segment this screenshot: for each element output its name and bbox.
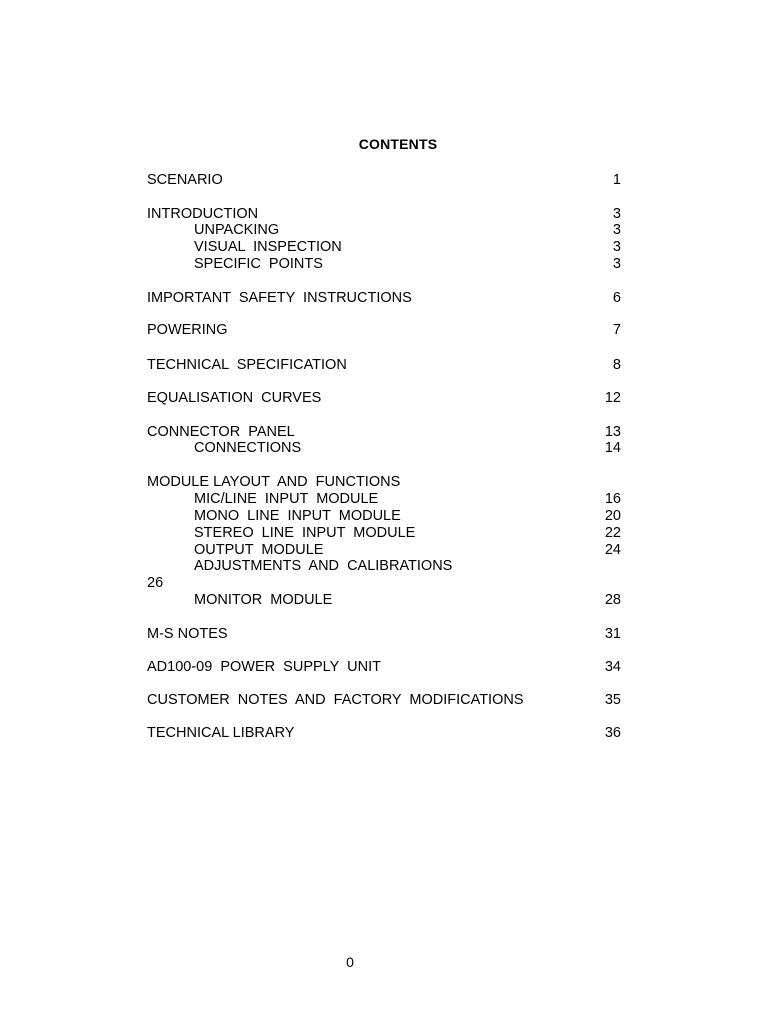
toc-entry-label: POWERING (147, 322, 228, 338)
toc-entry-label: 26 (147, 575, 164, 591)
page-title: CONTENTS (358, 136, 438, 152)
toc-entry-page: 31 (604, 626, 621, 642)
toc-entry-label: MIC/LINE INPUT MODULE (194, 491, 379, 507)
toc-entry-page: 13 (604, 424, 621, 440)
toc-entry-page: 35 (604, 692, 621, 708)
toc-entry-label: EQUALISATION CURVES (147, 390, 322, 406)
toc-entry-page: 3 (612, 256, 621, 272)
toc-entry-technical-specification (147, 356, 621, 374)
toc-entry-page: 12 (604, 390, 621, 406)
toc-entry-page: 6 (612, 290, 621, 306)
toc-entry-page: 36 (604, 725, 621, 741)
toc-entry-equalisation-curves (147, 389, 621, 407)
toc-entry-label: SCENARIO (147, 172, 223, 188)
toc-entry-wrapped-page-number (147, 574, 621, 592)
toc-entry-label: MONO LINE INPUT MODULE (194, 508, 401, 524)
page-number: 0 (346, 954, 354, 970)
toc-entry-page: 34 (604, 659, 621, 675)
toc-entry-mic-line-input (147, 490, 621, 508)
toc-entry-label: VISUAL INSPECTION (194, 239, 342, 255)
toc-entry-module-layout (147, 473, 621, 491)
toc-entry-power-supply-unit (147, 658, 621, 676)
toc-entry-monitor-module (147, 591, 621, 609)
toc-entry-page: 22 (604, 525, 621, 541)
toc-entry-page: 16 (604, 491, 621, 507)
toc-entry-page: 8 (612, 357, 621, 373)
toc-entry-unpacking (147, 221, 621, 239)
toc-entry-label: CONNECTOR PANEL (147, 424, 295, 440)
toc-entry-powering (147, 321, 621, 339)
toc-entry-label: SPECIFIC POINTS (194, 256, 323, 272)
toc-entry-label: ADJUSTMENTS AND CALIBRATIONS (194, 558, 453, 574)
toc-entry-page: 3 (612, 206, 621, 222)
toc-entry-label: TECHNICAL LIBRARY (147, 725, 295, 741)
toc-entry-page: 3 (612, 222, 621, 238)
toc-entry-label: INTRODUCTION (147, 206, 259, 222)
toc-entry-scenario (147, 171, 621, 189)
toc-entry-label: MONITOR MODULE (194, 592, 333, 608)
toc-entry-safety-instructions (147, 289, 621, 307)
toc-entry-mono-line-input (147, 507, 621, 525)
toc-entry-page: 28 (604, 592, 621, 608)
toc-entry-page: 24 (604, 542, 621, 558)
toc-entry-label: UNPACKING (194, 222, 280, 238)
toc-entry-connections (147, 439, 621, 457)
toc-entry-page: 20 (604, 508, 621, 524)
toc-entry-label: AD100-09 POWER SUPPLY UNIT (147, 659, 381, 675)
toc-entry-page: 3 (612, 239, 621, 255)
toc-entry-label: M-S NOTES (147, 626, 228, 642)
toc-entry-ms-notes (147, 625, 621, 643)
toc-entry-label: TECHNICAL SPECIFICATION (147, 357, 347, 373)
toc-entry-label: CONNECTIONS (194, 440, 302, 456)
toc-entry-adjustments-calibrations (147, 557, 621, 575)
toc-entry-technical-library (147, 724, 621, 742)
toc-entry-specific-points (147, 255, 621, 273)
toc-entry-label: CUSTOMER NOTES AND FACTORY MODIFICATIONS (147, 692, 524, 708)
toc-entry-page: 1 (612, 172, 621, 188)
toc-entry-label: OUTPUT MODULE (194, 542, 324, 558)
toc-entry-visual-inspection (147, 238, 621, 256)
toc-entry-label: MODULE LAYOUT AND FUNCTIONS (147, 474, 401, 490)
toc-entry-page: 14 (604, 440, 621, 456)
toc-entry-customer-notes (147, 691, 621, 709)
toc-entry-label: IMPORTANT SAFETY INSTRUCTIONS (147, 290, 412, 306)
toc-entry-page: 7 (612, 322, 621, 338)
toc-entry-stereo-line-input (147, 524, 621, 542)
toc-entry-label: STEREO LINE INPUT MODULE (194, 525, 416, 541)
